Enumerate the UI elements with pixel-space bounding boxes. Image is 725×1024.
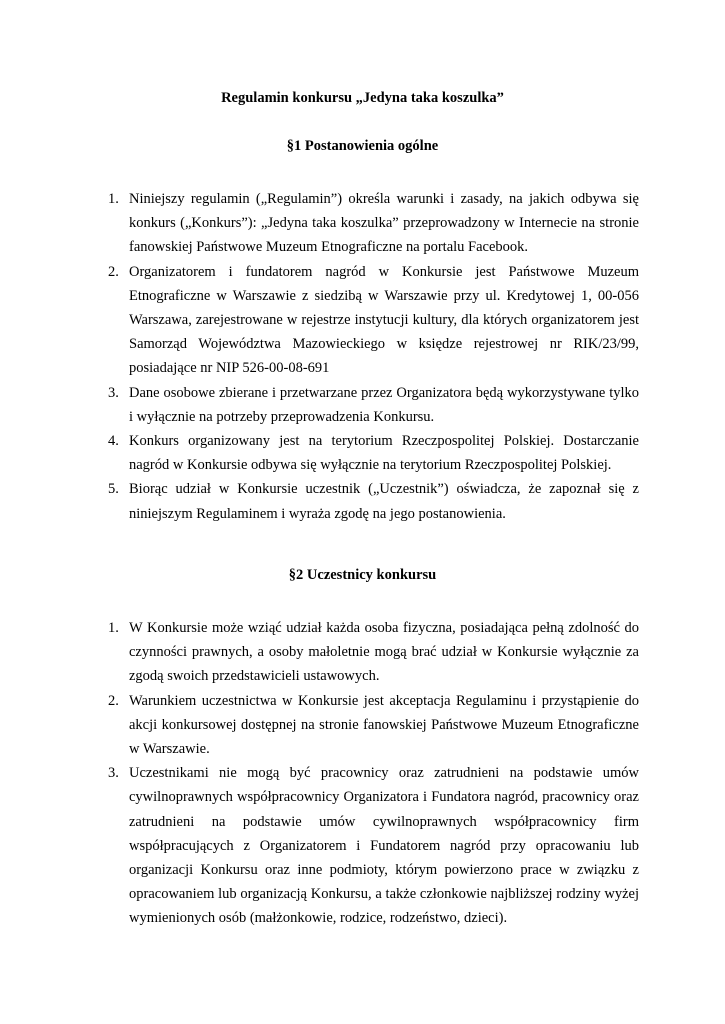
- list-item: [0, 260, 639, 381]
- list-item-number: 3.: [108, 765, 119, 782]
- list-item-text: Konkurs organizowany jest na terytorium Rzeczpospolitej Polskiej. Dostarczanie nagród w Konkursie odbywa się wyłącznie na terytorium Rzeczpospolitej Polskiej.: [129, 433, 639, 474]
- list-item: [0, 616, 639, 689]
- list-item-text: Dane osobowe zbierane i przetwarzane przez Organizatora będą wykorzystywane tylko i wyłącznie na potrzeby przeprowadzenia Konkursu.: [129, 384, 639, 425]
- section-heading-general-provisions: §1 Postanowienia ogólne: [286, 138, 439, 154]
- list-item-number: 1.: [108, 191, 119, 207]
- list-item-number: 5.: [108, 481, 119, 498]
- list-item: [0, 689, 639, 762]
- list-item: [0, 381, 639, 429]
- list-item-text: Warunkiem uczestnictwa w Konkursie jest akceptacja Regulaminu i przystąpienie do akcji konkursowej dostępnej na stronie fanowskiej Państwowe Muzeum Etnograficzne w Warszawie.: [129, 692, 639, 758]
- section-2-list: [0, 616, 725, 931]
- list-item-number: 3.: [108, 384, 119, 401]
- document-title: Regulamin konkursu „Jedyna taka koszulka”: [221, 90, 504, 106]
- list-item-number: 2.: [108, 692, 119, 709]
- list-item: [0, 761, 639, 930]
- section-1-list: [0, 187, 725, 526]
- list-item: [0, 429, 639, 477]
- list-item-text: Organizatorem i fundatorem nagród w Konkursie jest Państwowe Muzeum Etnograficzne w Warszawie z siedzibą w Warszawie przy ul. Kredytowej 1, 00-056 Warszawa, zarejestrowane w rejestrze instytucji kultury, dla których organizatorem jest Samorząd Województwa Mazowieckiego w księdze rejestrowej nr RIK/23/99, posiadające nr NIP 526-00-08-691: [129, 263, 639, 377]
- list-item-text: W Konkursie może wziąć udział każda osoba fizyczna, posiadająca pełną zdolność do czynności prawnych, a osoby małoletnie mogą brać udział w Konkursie wyłącznie za zgodą swoich przedstawicieli ustawowych.: [129, 620, 639, 685]
- section-heading-participants: §2 Uczestnicy konkursu: [288, 567, 437, 583]
- list-item-text: Biorąc udział w Konkursie uczestnik („Uczestnik”) oświadcza, że zapoznał się z niniejszym Regulaminem i wyraża zgodę na jego postanowienia.: [129, 481, 639, 522]
- list-item: [0, 477, 639, 525]
- list-item: [0, 187, 639, 260]
- list-item-number: 2.: [108, 263, 119, 280]
- list-item-text: Niniejszy regulamin („Regulamin”) określa warunki i zasady, na jakich odbywa się konkurs („Konkurs”): „Jedyna taka koszulka” przeprowadzony w Internecie na stronie fanowskiej Państwowe Muzeum Etnograficzne na portalu Facebook.: [129, 191, 639, 256]
- list-item-text: Uczestnikami nie mogą być pracownicy oraz zatrudnieni na podstawie umów cywilnoprawnych współpracownicy Organizatora i Fundatora nagród, pracownicy oraz zatrudnieni na podstawie umów cywilnoprawnych współpracownicy firm współpracujących z Organizatorem i Fundatorem nagród przy opracowaniu lub organizacji Konkursu oraz inne podmioty, którym powierzono prace w związku z opracowaniem lub organizacją Konkursu, a także członkowie najbliższej rodziny wyżej wymienionych osób (małżonkowie, rodzice, rodzeństwo, dzieci).: [129, 765, 639, 927]
- list-item-number: 4.: [108, 433, 119, 450]
- list-item-number: 1.: [108, 620, 119, 636]
